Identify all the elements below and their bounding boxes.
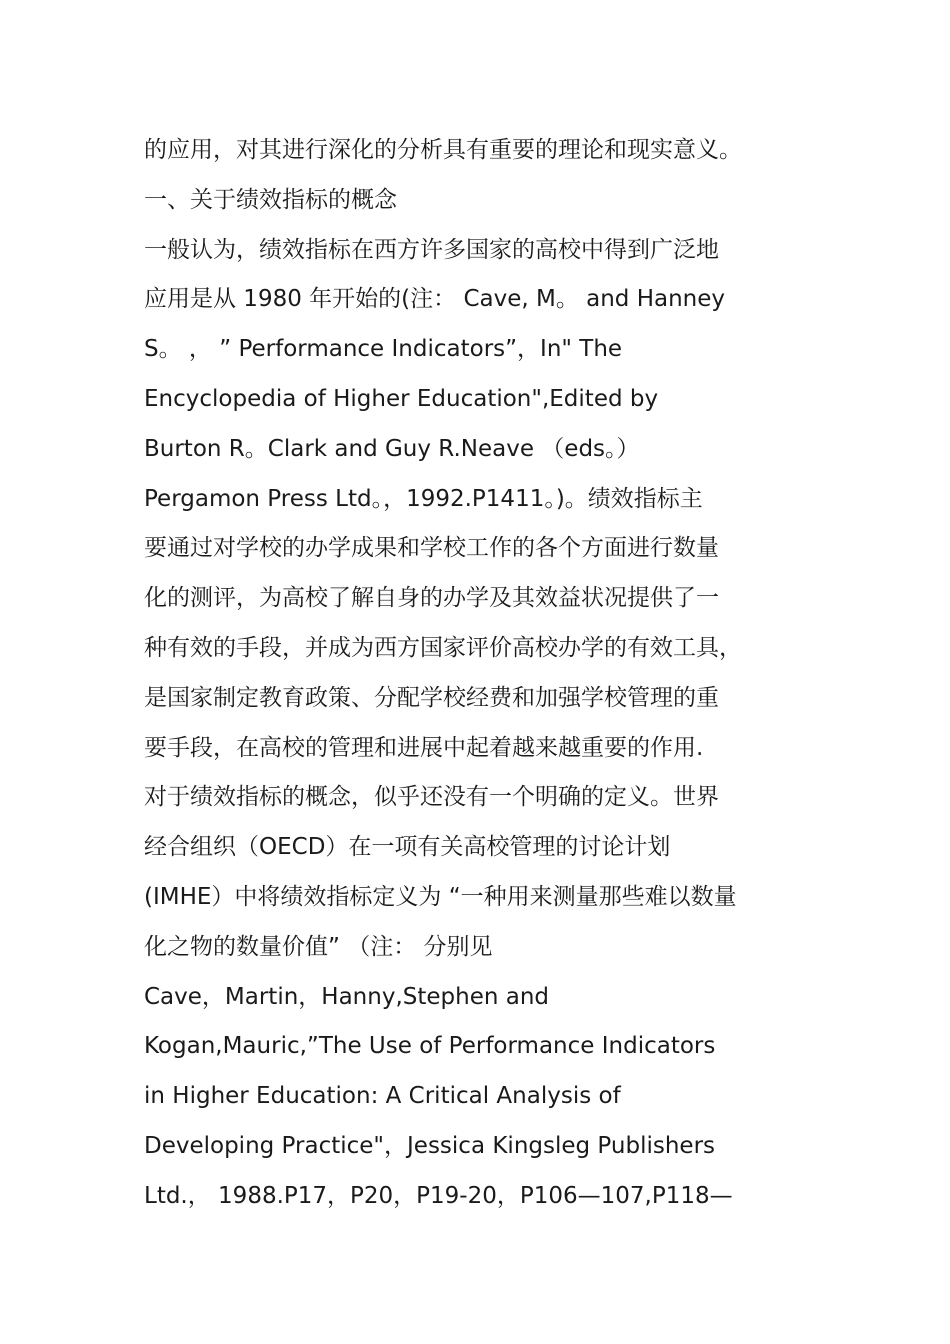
- text-line: (IMHE）中将绩效指标定义为 “一种用来测量那些难以数量: [144, 883, 737, 910]
- text-line: in Higher Education: A Critical Analysis of: [144, 1083, 621, 1110]
- text-line: 的应用，对其进行深化的分析具有重要的理论和现实意义。: [144, 137, 742, 163]
- text-line: Ltd.， 1988.P17，P20，P19-20，P106—107,P118—: [144, 1182, 733, 1209]
- text-line: Encyclopedia of Higher Education",Edited by: [144, 385, 659, 412]
- text-line: 是国家制定教育政策、分配学校经费和加强学校管理的重: [144, 684, 719, 711]
- text-line: Cave，Martin，Hanny,Stephen and: [144, 983, 550, 1010]
- text-line: 要手段，在高校的管理和进展中起着越来越重要的作用.: [144, 734, 704, 761]
- text-line: S。 ， ” Performance Indicators”，In" The: [144, 336, 623, 363]
- text-line: 一般认为，绩效指标在西方许多国家的高校中得到广泛地: [144, 236, 719, 263]
- text-line: 化之物的数量价值” （注： 分别见: [144, 933, 493, 960]
- text-line: 要通过对学校的办学成果和学校工作的各个方面进行数量: [144, 535, 719, 562]
- text-line: Burton R。Clark and Guy R.Neave （eds。）: [144, 435, 640, 462]
- text-line: Kogan,Mauric,”The Use of Performance Indicators: [144, 1033, 716, 1060]
- text-line: 经合组织（OECD）在一项有关高校管理的讨论计划: [144, 834, 671, 861]
- text-line: 应用是从 1980 年开始的(注： Cave, M。 and Hanney: [144, 286, 726, 313]
- text-line: 化的测评，为高校了解自身的办学及其效益状况提供了一: [144, 585, 719, 612]
- section-heading: 一、关于绩效指标的概念: [144, 186, 397, 213]
- text-line: Pergamon Press Ltd。，1992.P1411。)。绩效指标主: [144, 485, 703, 512]
- text-line: 种有效的手段，并成为西方国家评价高校办学的有效工具，: [144, 634, 742, 661]
- text-line: 对于绩效指标的概念，似乎还没有一个明确的定义。世界: [144, 784, 719, 811]
- body-text: [144, 126, 844, 1222]
- text-line: Developing Practice"，Jessica Kingsleg Publishers: [144, 1132, 716, 1159]
